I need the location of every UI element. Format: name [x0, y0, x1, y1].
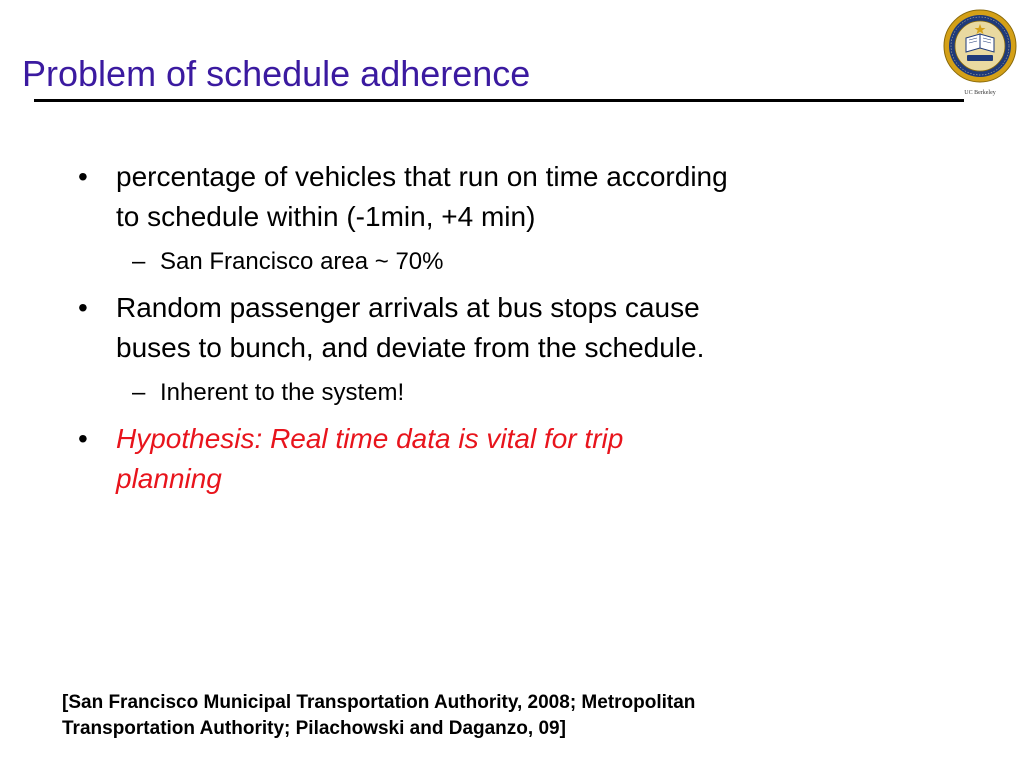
bullet-marker: • [78, 423, 88, 454]
citation-line: [San Francisco Municipal Transportation Authority, 2008; Metropolitan [62, 692, 696, 713]
sub-bullet-text: Inherent to the system! [160, 379, 405, 406]
hypothesis-line: planning [116, 463, 222, 494]
logo-caption: UC Berkeley [964, 90, 996, 96]
sub-bullet-text: San Francisco area ~ 70% [160, 248, 444, 275]
bullet-marker: • [78, 292, 88, 323]
dash-marker: – [132, 379, 146, 406]
dash-marker: – [132, 248, 146, 275]
bullet-line: to schedule within (-1min, +4 min) [116, 201, 536, 232]
bullet-item-1 [78, 157, 728, 237]
sub-bullet-item-2 [132, 377, 405, 409]
slide-title: Problem of schedule adherence [22, 53, 531, 94]
bullet-marker: • [78, 161, 88, 192]
citation-footer [62, 690, 695, 742]
sub-bullet-item-1 [132, 246, 444, 278]
bullet-line: buses to bunch, and deviate from the schedule. [116, 332, 705, 363]
bullet-item-2 [78, 288, 705, 368]
bullet-line: Random passenger arrivals at bus stops cause [116, 292, 700, 323]
bullet-item-3 [78, 419, 624, 499]
citation-line: Transportation Authority; Pilachowski and Daganzo, 09] [62, 718, 566, 739]
hypothesis-line: Hypothesis: Real time data is vital for trip [116, 423, 624, 454]
bullet-line: percentage of vehicles that run on time according [116, 161, 728, 192]
